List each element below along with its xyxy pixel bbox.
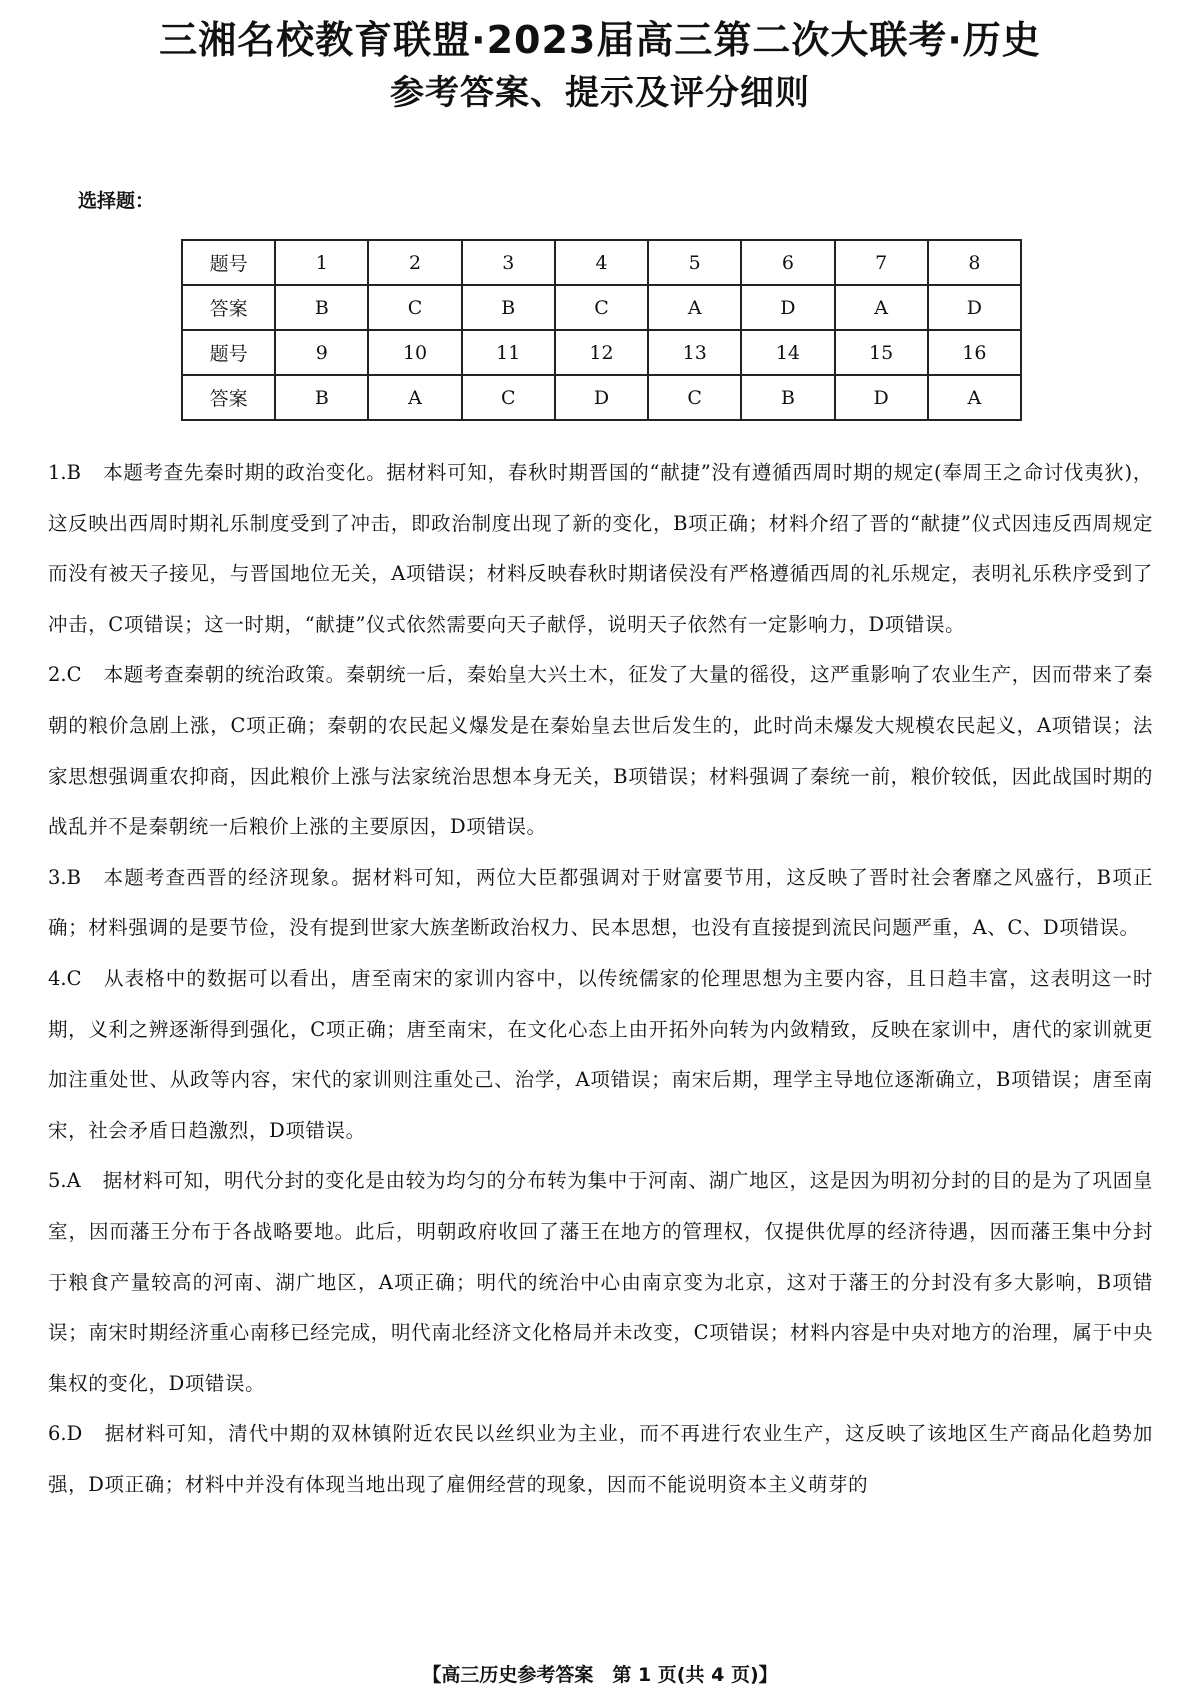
- question-number-cell: 2: [368, 240, 461, 285]
- explanation-item: [48, 853, 1153, 954]
- explanation-item: [48, 448, 1153, 650]
- answer-cell: B: [275, 375, 368, 420]
- answer-cell: C: [555, 285, 648, 330]
- question-number-cell: 4: [555, 240, 648, 285]
- answer-cell: D: [835, 375, 928, 420]
- explanation-item: [48, 954, 1153, 1156]
- question-answer-label: 4.C: [48, 966, 82, 990]
- explanation-text: 本题考查秦朝的统治政策。秦朝统一后，秦始皇大兴土木，征发了大量的徭役，这严重影响了农业生产，因而带来了秦朝的粮价急剧上涨，C项正确；秦朝的农民起义爆发是在秦始皇去世后发生的，此时尚未爆发大规模农民起义，A项错误；法家思想强调重农抑商，因此粮价上涨与法家统治思想本身无关，B项错误；材料强调了秦统一前，粮价较低，因此战国时期的战乱并不是秦朝统一后粮价上涨的主要原因，D项错误。: [48, 663, 1153, 839]
- answer-row: [182, 285, 1021, 330]
- question-number-cell: 8: [928, 240, 1021, 285]
- question-number-cell: 13: [648, 330, 741, 375]
- question-number-cell: 5: [648, 240, 741, 285]
- page-footer: 【高三历史参考答案 第 1 页(共 4 页)】: [422, 1664, 778, 1686]
- answer-row: [182, 375, 1021, 420]
- answer-cell: A: [648, 285, 741, 330]
- explanation-paragraph: [48, 954, 1153, 1156]
- answer-cell: D: [928, 285, 1021, 330]
- question-number-row: [182, 240, 1021, 285]
- explanation-paragraph: [48, 1409, 1153, 1510]
- question-answer-label: 3.B: [48, 865, 81, 889]
- question-number-cell: 16: [928, 330, 1021, 375]
- question-number-cell: 12: [555, 330, 648, 375]
- answer-cell: B: [741, 375, 834, 420]
- explanation-paragraph: [48, 853, 1153, 954]
- question-number-row: [182, 330, 1021, 375]
- question-number-cell: 15: [835, 330, 928, 375]
- row-label: 答案: [182, 285, 275, 330]
- explanation-paragraph: [48, 1156, 1153, 1409]
- page-title: 三湘名校教育联盟·2023届高三第二次大联考·历史: [159, 18, 1041, 62]
- answer-cell: C: [462, 375, 555, 420]
- question-answer-label: 6.D: [48, 1422, 83, 1446]
- answer-cell: D: [555, 375, 648, 420]
- row-label: 题号: [182, 240, 275, 285]
- question-number-cell: 9: [275, 330, 368, 375]
- answer-cell: C: [368, 285, 461, 330]
- answer-table: [181, 239, 1022, 421]
- answer-cell: B: [462, 285, 555, 330]
- question-number-cell: 10: [368, 330, 461, 375]
- explanation-text: 据材料可知，清代中期的双林镇附近农民以丝织业为主业，而不再进行农业生产，这反映了该地区生产商品化趋势加强，D项正确；材料中并没有体现当地出现了雇佣经营的现象，因而不能说明资本主义萌芽的: [48, 1422, 1153, 1496]
- explanation-paragraph: [48, 650, 1153, 852]
- question-number-cell: 7: [835, 240, 928, 285]
- explanation-text: 本题考查西晋的经济现象。据材料可知，两位大臣都强调对于财富要节用，这反映了晋时社会奢靡之风盛行，B项正确；材料强调的是要节俭，没有提到世家大族垄断政治权力、民本思想，也没有直接提到流民问题严重，A、C、D项错误。: [48, 865, 1153, 940]
- section-label-multiple-choice: 选择题：: [78, 190, 155, 212]
- answer-cell: C: [648, 375, 741, 420]
- question-answer-label: 5.A: [48, 1169, 81, 1193]
- explanation-item: [48, 1409, 1153, 1510]
- question-number-cell: 6: [741, 240, 834, 285]
- answer-cell: A: [368, 375, 461, 420]
- question-answer-label: 1.B: [48, 461, 81, 484]
- explanation-text: 本题考查先秦时期的政治变化。据材料可知，春秋时期晋国的“献捷”没有遵循西周时期的规定(奉周王之命讨伐夷狄)，这反映出西周时期礼乐制度受到了冲击，即政治制度出现了新的变化，B项正确；材料介绍了晋的“献捷”仪式因违反西周规定而没有被天子接见，与晋国地位无关，A项错误；材料反映春秋时期诸侯没有严格遵循西周的礼乐规定，表明礼乐秩序受到了冲击，C项错误；这一时期，“献捷”仪式依然需要向天子献俘，说明天子依然有一定影响力，D项错误。: [48, 461, 1153, 636]
- answer-cell: A: [835, 285, 928, 330]
- question-number-cell: 11: [462, 330, 555, 375]
- explanation-item: [48, 1156, 1153, 1409]
- explanation-text: 从表格中的数据可以看出，唐至南宋的家训内容中，以传统儒家的伦理思想为主要内容，且日趋丰富，这表明这一时期，义利之辨逐渐得到强化，C项正确；唐至南宋，在文化心态上由开拓外向转为内敛精致，反映在家训中，唐代的家训就更加注重处世、从政等内容，宋代的家训则注重处己、治学，A项错误；南宋后期，理学主导地位逐渐确立，B项错误；唐至南宋，社会矛盾日趋激烈，D项错误。: [48, 966, 1153, 1142]
- explanation-item: [48, 650, 1153, 852]
- explanation-list: [48, 448, 1153, 1510]
- row-label: 题号: [182, 330, 275, 375]
- page-subtitle: 参考答案、提示及评分细则: [390, 73, 810, 113]
- explanation-text: 据材料可知，明代分封的变化是由较为均匀的分布转为集中于河南、湖广地区，这是因为明初分封的目的是为了巩固皇室，因而藩王分布于各战略要地。此后，明朝政府收回了藩王在地方的管理权，仅提供优厚的经济待遇，因而藩王集中分封于粮食产量较高的河南、湖广地区，A项正确；明代的统治中心由南京变为北京，这对于藩王的分封没有多大影响，B项错误；南宋时期经济重心南移已经完成，明代南北经济文化格局并未改变，C项错误；材料内容是中央对地方的治理，属于中央集权的变化，D项错误。: [48, 1169, 1153, 1395]
- answer-cell: A: [928, 375, 1021, 420]
- answer-table-body: [182, 240, 1021, 420]
- question-number-cell: 14: [741, 330, 834, 375]
- explanation-paragraph: [48, 448, 1153, 650]
- question-answer-label: 2.C: [48, 663, 82, 687]
- row-label: 答案: [182, 375, 275, 420]
- answer-cell: D: [741, 285, 834, 330]
- question-number-cell: 1: [275, 240, 368, 285]
- question-number-cell: 3: [462, 240, 555, 285]
- answer-cell: B: [275, 285, 368, 330]
